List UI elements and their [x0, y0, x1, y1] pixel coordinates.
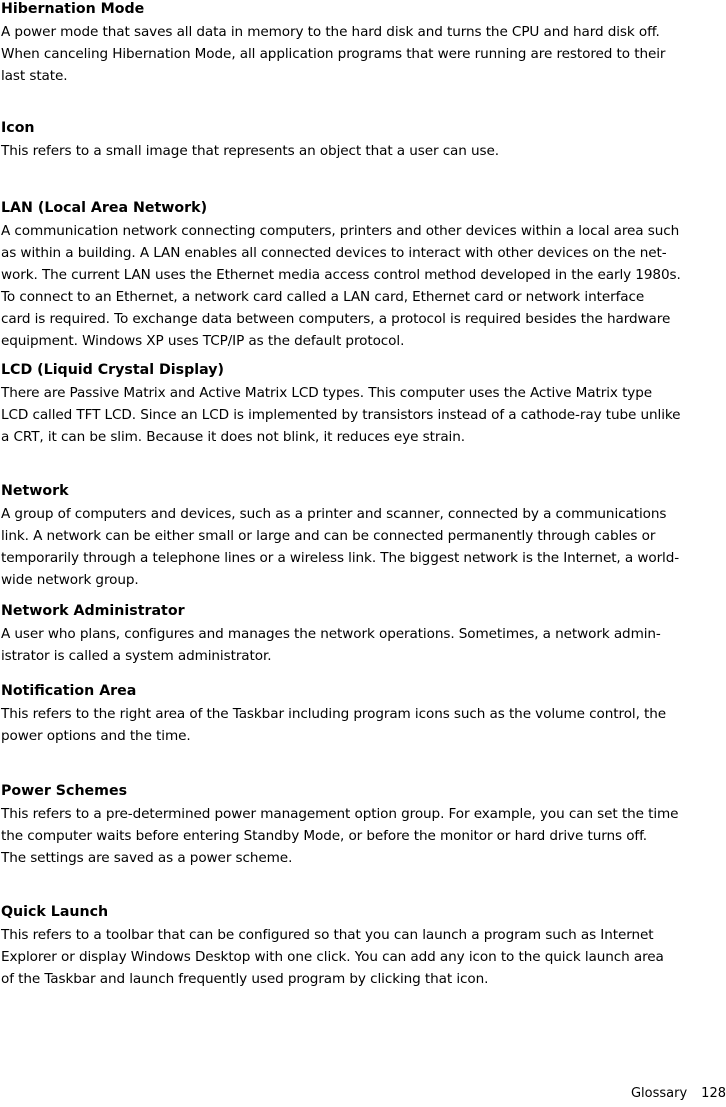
glossary-entry-lan: [1, 199, 725, 352]
term-heading: Power Schemes: [1, 783, 128, 799]
term-heading: Hibernation Mode: [1, 1, 145, 17]
term-heading: Icon: [1, 120, 35, 136]
term-heading: Network: [1, 483, 69, 499]
page-number: 128: [701, 1086, 726, 1101]
term-definition: A communication network connecting computers, printers and other devices within a local area such as within a building. A LAN enables all connected devices to interact with other devices on the net- work. The current LAN uses the Ethernet media access control method developed in the early 1980s. To connect to an Ethernet, a network card called a LAN card, Ethernet card or network interface card is required. To exchange data between computers, a protocol is required besides the hardware equipment. Windows XP uses TCP/IP as the default protocol.: [1, 223, 681, 349]
term-heading: LAN (Local Area Network): [1, 200, 208, 216]
glossary-entry-quick-launch: [1, 903, 725, 990]
term-heading: LCD (Liquid Crystal Display): [1, 362, 225, 378]
glossary-entry-hibernation-mode: [1, 0, 725, 87]
term-heading: Notification Area: [1, 683, 137, 699]
glossary-entry-notification-area: [1, 682, 725, 747]
term-definition: A group of computers and devices, such as a printer and scanner, connected by a communications link. A network can be either small or large and can be connected permanently through cables or temporarily through a telephone lines or a wireless link. The biggest network is the Internet, a world- wide network group.: [1, 506, 680, 588]
term-heading: Network Administrator: [1, 603, 185, 619]
page-footer: [631, 1085, 726, 1103]
footer-section-label: Glossary: [630, 1086, 688, 1101]
term-definition: A user who plans, configures and manages the network operations. Sometimes, a network admin- istrator is called a system administrator.: [1, 626, 661, 664]
glossary-entry-network-administrator: [1, 602, 725, 667]
term-definition: A power mode that saves all data in memory to the hard disk and turns the CPU and hard disk off. When canceling Hibernation Mode, all application programs that were running are restored to their last state.: [1, 24, 666, 84]
term-definition: This refers to a small image that represents an object that a user can use.: [1, 143, 500, 159]
term-definition: This refers to the right area of the Taskbar including program icons such as the volume control, the power options and the time.: [1, 706, 667, 744]
glossary-entry-network: [1, 482, 725, 591]
term-definition: There are Passive Matrix and Active Matrix LCD types. This computer uses the Active Matrix type LCD called TFT LCD. Since an LCD is implemented by transistors instead of a cathode-ray tube unlike a CRT, it can be slim. Because it does not blink, it reduces eye strain.: [1, 385, 681, 445]
term-definition: This refers to a pre-determined power management option group. For example, you can set the time the computer waits before entering Standby Mode, or before the monitor or hard drive turns off. The settings are saved as a power scheme.: [1, 806, 679, 866]
glossary-entry-lcd: [1, 361, 725, 448]
glossary-entry-icon: [1, 119, 725, 162]
glossary-entry-power-schemes: [1, 782, 725, 869]
term-heading: Quick Launch: [1, 904, 109, 920]
term-definition: This refers to a toolbar that can be configured so that you can launch a program such as Internet Explorer or display Windows Desktop with one click. You can add any icon to the quick launch area of the Taskbar and launch frequently used program by clicking that icon.: [1, 927, 664, 987]
